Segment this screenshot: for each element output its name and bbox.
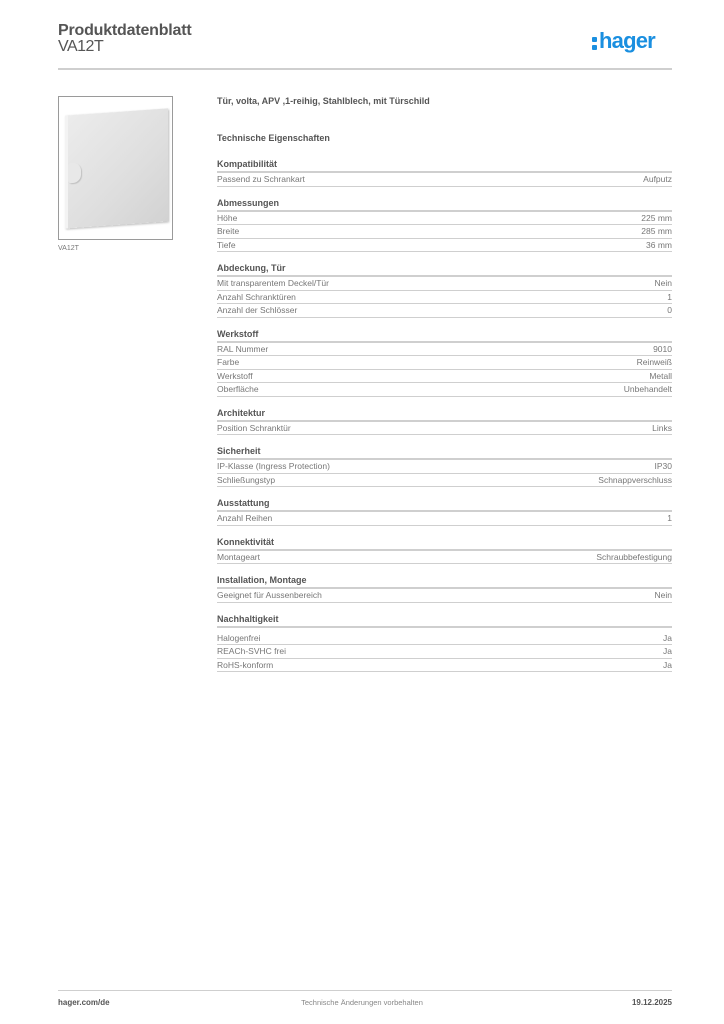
- spec-sections: [217, 158, 672, 672]
- spec-value: IP30: [654, 461, 672, 471]
- spec-label: Montageart: [217, 551, 260, 562]
- spec-row: [217, 422, 672, 436]
- spec-row: [217, 551, 672, 565]
- spec-label: Anzahl der Schlösser: [217, 305, 298, 315]
- spec-section: [217, 407, 672, 436]
- spec-value: Unbehandelt: [623, 384, 672, 394]
- footer-date: 19.12.2025: [631, 998, 672, 1007]
- section-title: Sicherheit: [217, 445, 672, 460]
- spec-content: [217, 96, 672, 682]
- spec-label: RAL Nummer: [217, 343, 269, 354]
- spec-label: Werkstoff: [217, 370, 253, 381]
- footer-notice: Technische Änderungen vorbehalten: [301, 998, 423, 1007]
- spec-value: 1: [667, 513, 672, 523]
- spec-label: Mit transparentem Deckel/Tür: [217, 278, 329, 288]
- section-title: Ausstattung: [217, 497, 672, 512]
- spec-row: [217, 659, 672, 673]
- section-title: Werkstoff: [217, 328, 672, 343]
- image-caption: VA12T: [58, 245, 79, 252]
- spec-section: [217, 574, 672, 603]
- logo-text: hager: [599, 28, 655, 53]
- spec-value: Metall: [649, 370, 672, 381]
- section-title: Nachhaltigkeit: [217, 613, 672, 628]
- spec-section: [217, 536, 672, 565]
- spec-row: [217, 460, 672, 474]
- product-code: VA12T: [58, 38, 104, 55]
- spec-value: 9010: [653, 343, 672, 354]
- spec-label: Höhe: [217, 212, 238, 223]
- spec-value: Links: [652, 422, 672, 433]
- spec-row: [217, 343, 672, 357]
- spec-label: Anzahl Reihen: [217, 513, 273, 523]
- spec-label: Halogenfrei: [217, 632, 261, 643]
- spec-value: 225 mm: [641, 212, 672, 223]
- spec-row: [217, 173, 672, 187]
- spec-row: [217, 474, 672, 488]
- logo-colon-icon: [592, 35, 597, 49]
- section-title: Architektur: [217, 407, 672, 422]
- spec-label: Geeignet für Aussenbereich: [217, 590, 322, 600]
- spec-value: Ja: [663, 659, 672, 670]
- spec-label: IP-Klasse (Ingress Protection): [217, 461, 330, 471]
- spec-row: [217, 212, 672, 226]
- footer-divider: [58, 990, 672, 991]
- spec-value: Schraubbefestigung: [596, 551, 672, 562]
- spec-value: 1: [667, 291, 672, 302]
- spec-value: Ja: [663, 646, 672, 656]
- spec-label: Passend zu Schrankart: [217, 174, 305, 184]
- product-description: Tür, volta, APV ,1-reihig, Stahlblech, mit Türschild: [217, 96, 430, 106]
- spec-section: [217, 262, 672, 318]
- spec-value: 285 mm: [641, 226, 672, 236]
- spec-row: [217, 589, 672, 603]
- door-panel-icon: [65, 108, 168, 228]
- footer-website: hager.com/de: [58, 998, 110, 1007]
- spec-value: Aufputz: [643, 174, 672, 184]
- spec-value: Nein: [654, 278, 672, 288]
- spec-label: Anzahl Schranktüren: [217, 291, 296, 302]
- spec-value: Reinweiß: [636, 357, 672, 367]
- spec-row: [217, 225, 672, 239]
- spec-section: [217, 328, 672, 397]
- door-label-holder: [68, 162, 81, 183]
- spec-label: Farbe: [217, 357, 240, 367]
- section-title: Installation, Montage: [217, 574, 672, 589]
- spec-value: 36 mm: [646, 239, 672, 250]
- header-divider: [58, 68, 672, 70]
- section-title: Abmessungen: [217, 197, 672, 212]
- spec-section: [217, 497, 672, 526]
- spec-row: [217, 383, 672, 397]
- spec-row: [217, 645, 672, 659]
- spec-row: [217, 291, 672, 305]
- spec-label: REACh-SVHC frei: [217, 646, 286, 656]
- spec-row: [217, 277, 672, 291]
- spec-value: Nein: [654, 590, 672, 600]
- spec-value: Schnappverschluss: [598, 474, 672, 485]
- spec-row: [217, 304, 672, 318]
- spec-label: Breite: [217, 226, 240, 236]
- spec-label: Oberfläche: [217, 384, 259, 394]
- spec-label: Position Schranktür: [217, 422, 291, 433]
- spec-section: [217, 158, 672, 187]
- spec-value: 0: [667, 305, 672, 315]
- spec-row: [217, 632, 672, 646]
- spec-row: [217, 512, 672, 526]
- section-title: Abdeckung, Tür: [217, 262, 672, 277]
- spec-row: [217, 370, 672, 384]
- spec-label: Schließungstyp: [217, 474, 276, 485]
- spec-label: Tiefe: [217, 239, 236, 250]
- spec-value: Ja: [663, 632, 672, 643]
- spec-row: [217, 356, 672, 370]
- page-title: Produktdatenblatt: [58, 22, 192, 39]
- spec-row: [217, 239, 672, 253]
- section-title: Konnektivität: [217, 536, 672, 551]
- tech-properties-heading: Technische Eigenschaften: [217, 133, 330, 143]
- spec-section: [217, 613, 672, 673]
- spec-section: [217, 445, 672, 487]
- spec-section: [217, 197, 672, 253]
- spec-label: RoHS-konform: [217, 659, 274, 670]
- hager-logo: [592, 28, 655, 54]
- product-image: [58, 96, 173, 240]
- section-title: Kompatibilität: [217, 158, 672, 173]
